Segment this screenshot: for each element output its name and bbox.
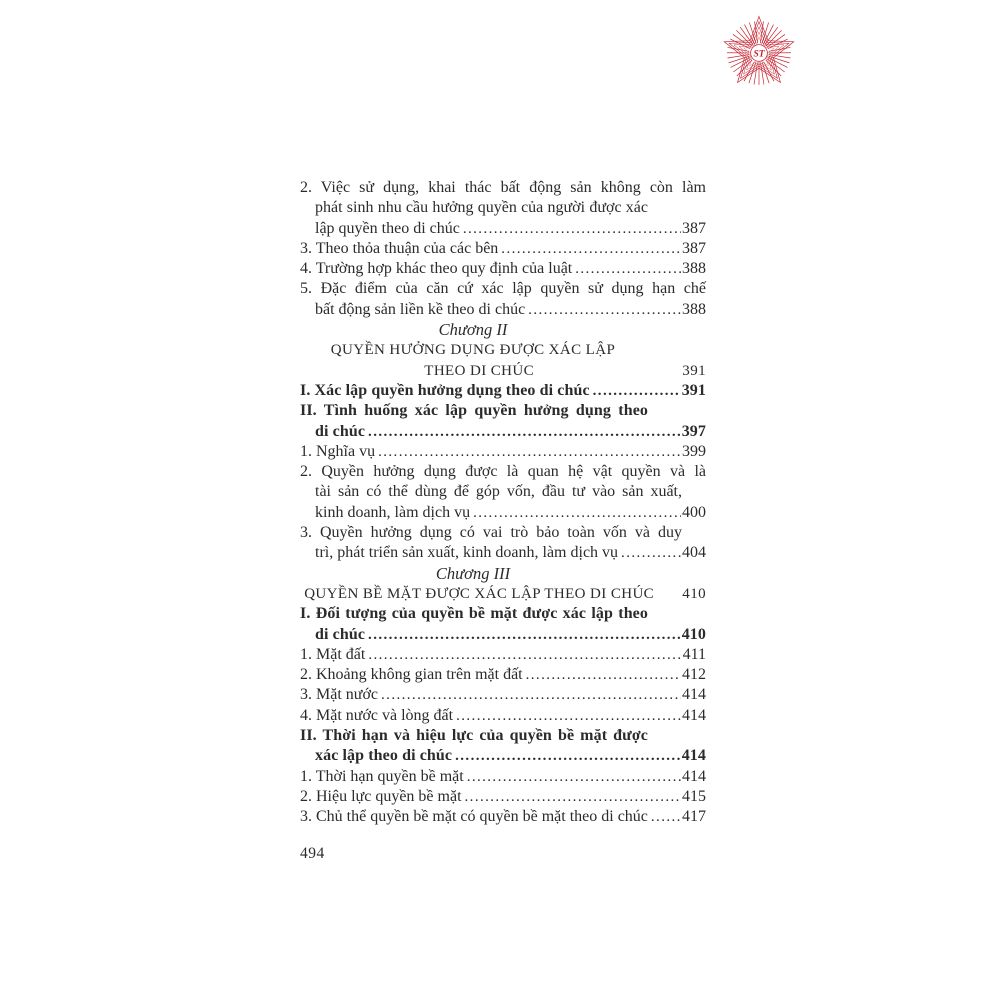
dot-leader (467, 767, 681, 787)
toc-row (300, 746, 706, 766)
publisher-logo (721, 14, 797, 92)
toc-row (300, 279, 706, 299)
toc-entry-text: 2. Khoảng không gian trên mặt đất (300, 666, 523, 684)
toc-row (300, 198, 706, 218)
toc-row (300, 726, 706, 746)
dot-leader (368, 625, 681, 645)
toc-entry-page-number: 387 (682, 239, 706, 257)
dot-leader (465, 787, 681, 807)
toc-entry-page-number: 414 (682, 686, 706, 704)
page-number: 494 (300, 845, 325, 862)
toc-row (300, 807, 706, 827)
toc-row (300, 665, 706, 685)
toc-row (300, 442, 706, 462)
toc-entry-text: 1. Nghĩa vụ (300, 442, 376, 460)
toc-row (300, 787, 706, 807)
toc-entry-text: di chúc (315, 422, 366, 440)
dot-leader (621, 543, 681, 563)
toc-row (300, 564, 706, 584)
toc-entry-text: 1. Thời hạn quyền bề mặt (300, 767, 464, 785)
toc-entry-text: THEO DI CHÚC (424, 362, 535, 379)
dot-leader (528, 300, 681, 320)
toc-entry-text: 5. Đặc điểm của căn cứ xác lập quyền sử dụng hạn chế (300, 280, 706, 298)
toc-list (300, 178, 706, 828)
toc-row (300, 503, 706, 523)
dot-leader (368, 422, 681, 442)
toc-entry-text: bất động sản liền kề theo di chúc (315, 300, 526, 318)
dot-leader (378, 442, 681, 462)
toc-row (300, 259, 706, 279)
dot-leader (651, 807, 681, 827)
toc-entry-text: 4. Mặt nước và lòng đất (300, 706, 454, 724)
dot-leader (575, 259, 681, 279)
toc-row (300, 604, 706, 624)
toc-entry-page-number: 410 (681, 625, 706, 643)
dot-leader (455, 746, 681, 766)
toc-entry-text: Chương III (435, 563, 511, 583)
dot-leader (593, 381, 681, 401)
toc-entry-text: xác lập theo di chúc (315, 747, 453, 765)
toc-entry-page-number: 414 (682, 706, 706, 724)
toc-entry-text: I. Xác lập quyền hưởng dụng theo di chúc (300, 381, 590, 399)
toc-entry-text: 3. Theo thỏa thuận của các bên (300, 239, 499, 257)
toc-row (300, 543, 706, 563)
toc-entry-text: 2. Việc sử dụng, khai thác bất động sản không còn làm (300, 179, 706, 196)
toc-entry-text: 2. Quyền hưởng dụng được là quan hệ vật quyền và là (300, 463, 706, 481)
toc-row (300, 706, 706, 726)
dot-leader (473, 503, 681, 523)
toc-entry-page-number: 415 (682, 787, 706, 805)
toc-entry-page-number: 414 (681, 747, 706, 765)
toc-row (300, 645, 706, 665)
toc-entry-text: lập quyền theo di chúc (315, 219, 460, 237)
toc-entry-text: di chúc (315, 625, 366, 643)
toc-entry-page-number: 397 (681, 422, 706, 440)
toc-row (300, 685, 706, 705)
toc-entry-text: II. Tình huống xác lập quyền hưởng dụng theo (300, 402, 648, 420)
toc-entry-page-number: 410 (682, 585, 706, 602)
toc-entry-text: 4. Trường hợp khác theo quy định của luật (300, 260, 573, 278)
toc-entry-text: kinh doanh, làm dịch vụ (315, 503, 471, 521)
toc-entry-page-number: 414 (682, 767, 706, 785)
publisher-star-emblem-icon (721, 14, 797, 92)
toc-row (300, 401, 706, 421)
toc-entry-page-number: 404 (682, 544, 706, 562)
toc-row (300, 361, 706, 381)
toc-entry-text: Chương II (438, 320, 508, 340)
toc-entry-text: QUYỀN HƯỞNG DỤNG ĐƯỢC XÁC LẬP (330, 342, 616, 359)
toc-row (300, 625, 706, 645)
toc-entry-page-number: 400 (682, 503, 706, 521)
toc-row (300, 320, 706, 340)
toc-row (300, 340, 706, 360)
toc-row (300, 381, 706, 401)
dot-leader (456, 706, 681, 726)
toc-row (300, 422, 706, 442)
toc-entry-page-number: 412 (682, 666, 706, 684)
toc-entry-text: 1. Mặt đất (300, 645, 366, 663)
toc-row (300, 300, 706, 320)
toc-row (300, 767, 706, 787)
toc-entry-page-number: 388 (682, 300, 706, 318)
toc-row (300, 462, 706, 482)
toc-entry-page-number: 411 (682, 645, 706, 663)
toc-entry-text: phát sinh nhu cầu hưởng quyền của người được xác (315, 199, 648, 217)
logo-monogram: ST (753, 49, 765, 60)
dot-leader (501, 239, 681, 259)
dot-leader (526, 665, 681, 685)
toc-row (300, 584, 706, 604)
toc-entry-text: II. Thời hạn và hiệu lực của quyền bề mặt được (300, 727, 648, 745)
toc-row (300, 239, 706, 259)
toc-row (300, 482, 706, 502)
toc-entry-page-number: 387 (682, 219, 706, 237)
toc-entry-text: 3. Chủ thể quyền bề mặt có quyền bề mặt theo di chúc (300, 808, 648, 826)
toc-entry-page-number: 388 (682, 260, 706, 278)
toc-entry-page-number: 417 (682, 808, 706, 826)
dot-leader (381, 685, 681, 705)
toc-row (300, 219, 706, 239)
toc-entry-text: 3. Quyền hưởng dụng có vai trò bảo toàn vốn và duy (300, 524, 682, 542)
toc-entry-page-number: 391 (682, 362, 706, 379)
toc-entry-text: I. Đối tượng của quyền bề mặt được xác lập theo (300, 605, 648, 623)
toc-entry-text: tài sản có thể dùng để góp vốn, đầu tư vào sản xuất, (315, 483, 682, 501)
toc-row (300, 178, 706, 198)
dot-leader (463, 219, 681, 239)
toc-entry-page-number: 391 (681, 381, 706, 399)
toc-entry-text: QUYỀN BỀ MẶT ĐƯỢC XÁC LẬP THEO DI CHÚC (304, 585, 655, 602)
dot-leader (368, 645, 681, 665)
toc-entry-text: 2. Hiệu lực quyền bề mặt (300, 787, 462, 805)
toc-entry-text: trì, phát triển sản xuất, kinh doanh, làm dịch vụ (315, 544, 619, 562)
toc-entry-page-number: 399 (682, 442, 706, 460)
toc-row (300, 523, 706, 543)
toc-entry-text: 3. Mặt nước (300, 686, 379, 704)
